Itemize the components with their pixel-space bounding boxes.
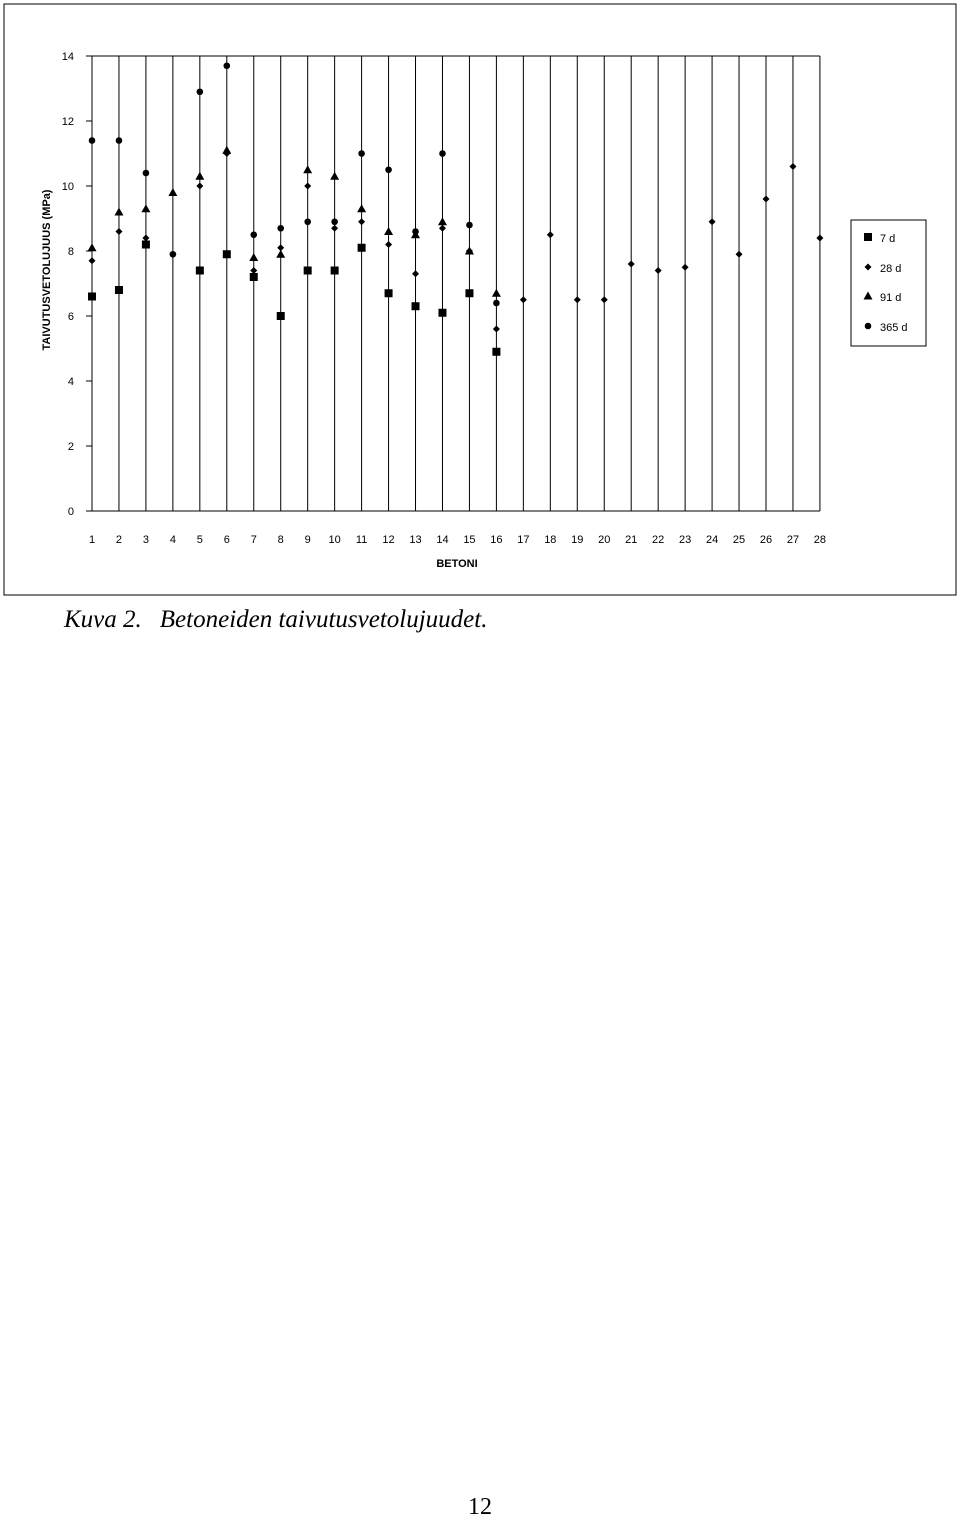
x-tick-label: 20: [598, 534, 611, 546]
y-axis-title: TAIVUTUSVETOLUJUUS (MPa): [41, 189, 53, 351]
y-tick-label: 4: [67, 376, 74, 388]
x-tick-label: 12: [382, 534, 395, 546]
x-tick-label: 24: [705, 534, 719, 546]
x-tick-label: 13: [409, 534, 422, 546]
y-tick-label: 14: [61, 51, 74, 63]
data-point: [197, 88, 204, 95]
page-number: 12: [468, 1494, 492, 1520]
data-point: [438, 309, 446, 317]
x-tick-label: 2: [115, 534, 123, 546]
data-point: [115, 286, 123, 294]
x-tick-label: 14: [436, 534, 449, 546]
x-tick-label: 18: [544, 534, 557, 546]
data-point: [465, 289, 473, 297]
legend-marker: [864, 233, 872, 241]
data-point: [385, 289, 393, 297]
legend: [851, 220, 926, 346]
y-tick-label: 12: [61, 116, 74, 128]
data-point: [385, 166, 392, 173]
data-point: [304, 218, 311, 225]
x-tick-label: 27: [786, 534, 800, 546]
chart: [0, 0, 960, 600]
data-point: [412, 228, 419, 235]
data-point: [492, 348, 500, 356]
data-point: [89, 137, 96, 144]
x-tick-label: 10: [328, 534, 341, 546]
x-tick-label: 8: [277, 534, 284, 546]
legend-label: 91 d: [880, 292, 902, 304]
chart-border: [4, 4, 956, 595]
data-point: [143, 170, 150, 177]
data-point: [277, 225, 284, 232]
data-point: [88, 293, 96, 301]
x-axis-title: BETONI: [436, 558, 478, 570]
x-tick-label: 26: [759, 534, 773, 546]
x-tick-label: 11: [355, 534, 368, 546]
y-tick-label: 10: [61, 181, 74, 193]
data-point: [439, 150, 446, 157]
legend-marker: [865, 323, 872, 330]
data-point: [412, 302, 420, 310]
data-point: [170, 251, 177, 258]
y-tick-label: 0: [67, 506, 74, 518]
figure-caption: [64, 606, 505, 634]
x-tick-label: 3: [142, 534, 149, 546]
data-point: [358, 244, 366, 252]
x-tick-label: 22: [652, 534, 665, 546]
data-point: [142, 241, 150, 249]
x-tick-label: 5: [196, 534, 203, 546]
x-tick-label: 21: [625, 534, 638, 546]
data-point: [331, 267, 339, 275]
y-tick-label: 2: [67, 441, 74, 453]
data-point: [493, 300, 500, 307]
x-tick-label: 17: [517, 534, 530, 546]
y-tick-label: 6: [67, 311, 74, 323]
x-tick-label: 6: [223, 534, 230, 546]
caption-text: Betoneiden taivutusvetolujuudet.: [159, 606, 488, 633]
x-tick-label: 16: [490, 534, 503, 546]
data-point: [466, 222, 473, 229]
y-tick-label: 8: [67, 246, 74, 258]
x-tick-label: 28: [813, 534, 827, 546]
caption-label: Kuva 2.: [64, 606, 142, 633]
data-point: [358, 150, 365, 157]
legend-label: 365 d: [880, 322, 908, 334]
data-point: [223, 250, 231, 258]
legend-label: 28 d: [880, 263, 902, 275]
data-point: [250, 273, 258, 281]
data-point: [224, 62, 231, 69]
x-tick-label: 7: [250, 534, 257, 546]
legend-label: 7 d: [880, 233, 896, 245]
data-point: [116, 137, 123, 144]
x-tick-label: 9: [304, 534, 311, 546]
x-tick-label: 4: [169, 534, 176, 546]
x-tick-label: 19: [571, 534, 584, 546]
data-point: [277, 312, 285, 320]
x-tick-label: 23: [678, 534, 692, 546]
data-point: [304, 267, 312, 275]
x-tick-label: 15: [463, 534, 476, 546]
x-tick-label: 1: [88, 534, 96, 546]
x-tick-label: 25: [732, 534, 746, 546]
data-point: [331, 218, 338, 225]
data-point: [196, 267, 204, 275]
data-point: [250, 231, 257, 238]
